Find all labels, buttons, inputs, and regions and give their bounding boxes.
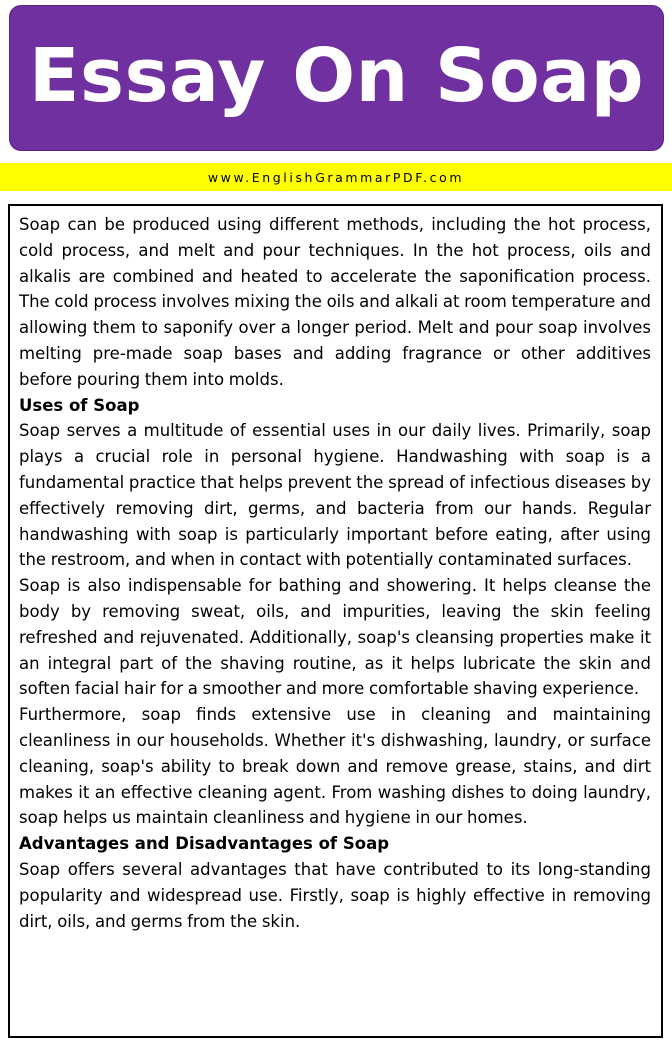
advantages-heading: Advantages and Disadvantages of Soap [19,834,390,854]
uses-paragraph-bathing: Soap is also indispensable for bathing and showering. It helps cleanse the body by removing sweat, oils, and impurities, leaving the skin feeling refreshed and rejuvenated. Additionally, soap's cleansing properties make it an integral part of the shaving routine, as it helps lubricate the skin and soften facial hair for a smoother and more comfortable shaving experience. [19,576,651,699]
advantages-paragraph: Soap offers several advantages that have contributed to its long-standing popularity and widespread use. Firstly, soap is highly effective in removing dirt, oils, and germs from the skin. [19,859,651,931]
page-title: Essay On Soap [28,33,645,119]
essay-content-box [8,204,663,1038]
uses-heading: Uses of Soap [19,395,140,415]
uses-paragraph-cleaning: Furthermore, soap finds extensive use in cleaning and maintaining cleanliness in our households. Whether it's dishwashing, laundry, or surface cleaning, soap's ability to break down and remove grease, stains, and dirt makes it an effective cleaning agent. From washing dishes to doing laundry, soap helps us maintain cleanliness and hygiene in our homes. [19,705,651,828]
intro-paragraph: Soap can be produced using different methods, including the hot process, cold process, and melt and pour techniques. In the hot process, oils and alkalis are combined and heated to accelerate the saponification process. The cold process involves mixing the oils and alkali at room temperature and allowing them to saponify over a longer period. Melt and pour soap involves melting pre-made soap bases and adding fragrance or other additives before pouring them into molds. [19,215,651,389]
website-url-bar [0,163,672,191]
website-url: www.EnglishGrammarPDF.com [207,169,465,185]
title-banner [9,5,664,151]
uses-paragraph-hygiene: Soap serves a multitude of essential uses in our daily lives. Primarily, soap plays a crucial role in personal hygiene. Handwashing with soap is a fundamental practice that helps prevent the spread of infectious diseases by effectively removing dirt, germs, and bacteria from our hands. Regular handwashing with soap is particularly important before eating, after using the restroom, and when in contact with potentially contaminated surfaces. [19,421,651,570]
